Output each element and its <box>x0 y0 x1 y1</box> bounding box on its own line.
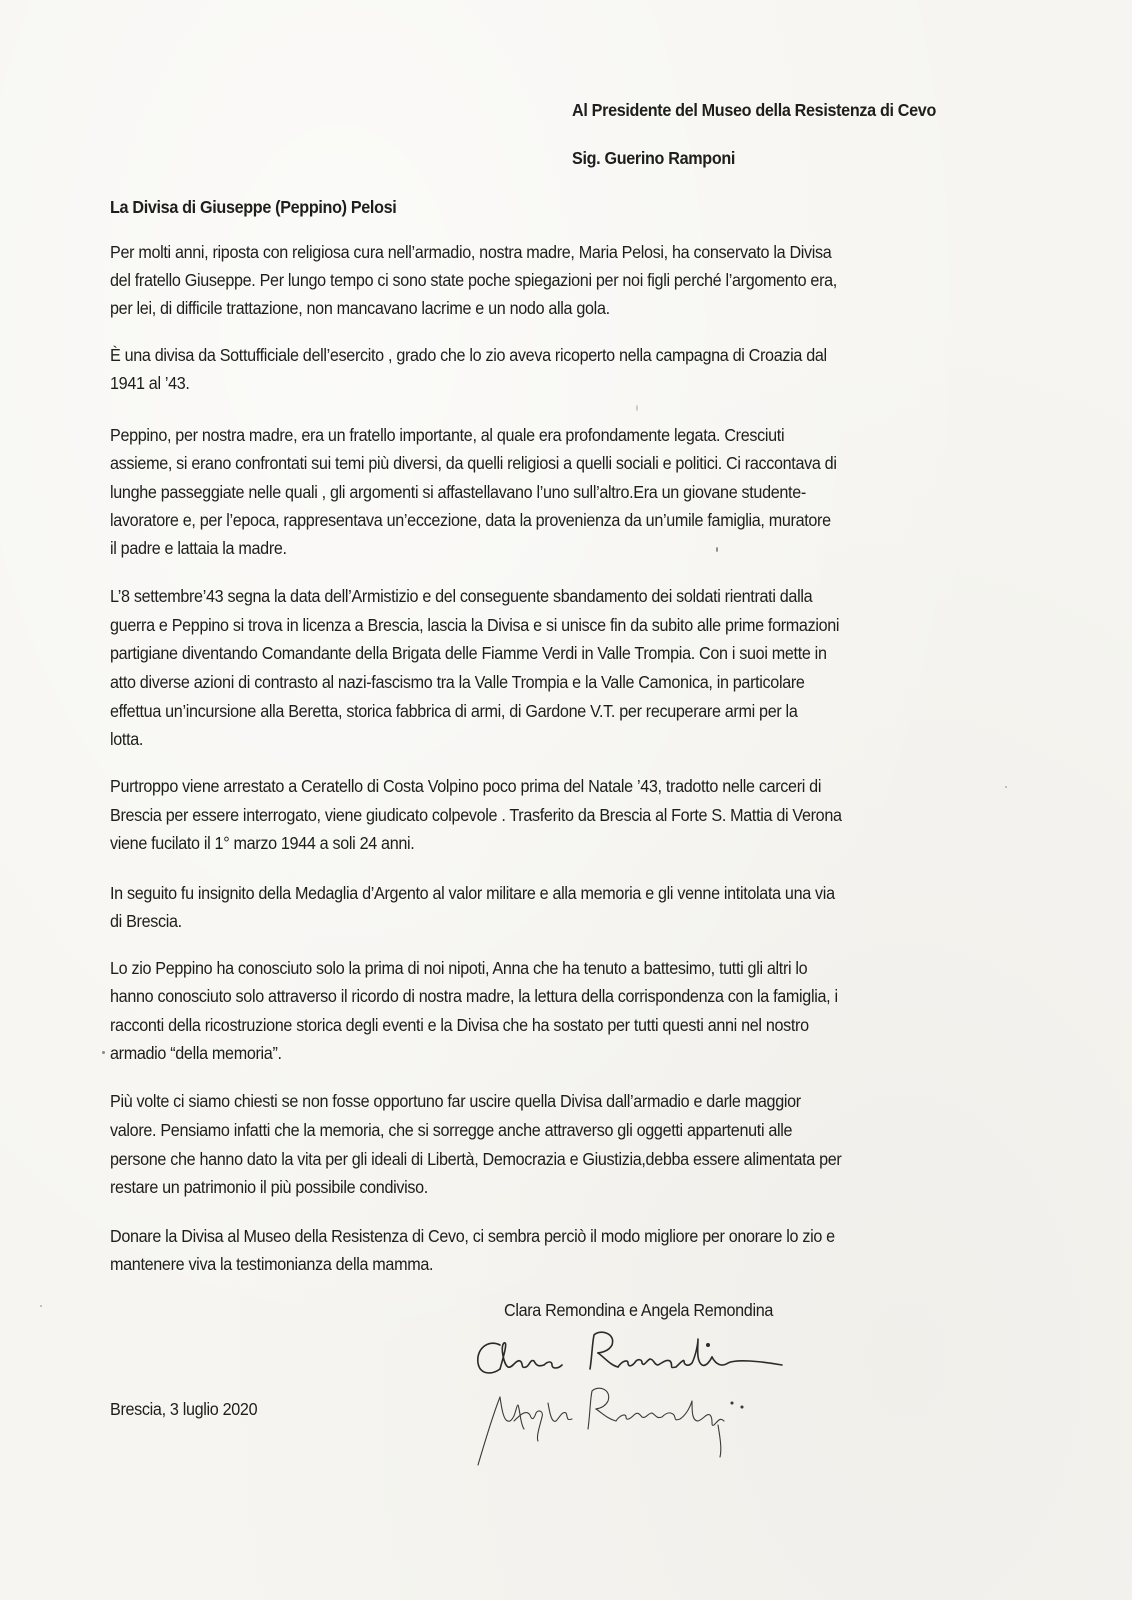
text-line: racconti della ricostruzione storica degli eventi e la Divisa che ha sostato per tutti questi anni nel nostro <box>110 1015 809 1035</box>
text-line: viene fucilato il 1° marzo 1944 a soli 24 anni. <box>110 833 415 853</box>
recipient-line-1: Al Presidente del Museo della Resistenza di Cevo <box>572 100 937 120</box>
text-line: partigiane diventando Comandante della Brigata delle Fiamme Verdi in Valle Trompia. Con i suoi mette in <box>110 643 827 663</box>
scan-speck <box>40 1305 42 1307</box>
text-line: Brescia per essere interrogato, viene giudicato colpevole . Trasferito da Brescia al Forte S. Mattia di Verona <box>110 805 842 825</box>
recipient-line-2: Sig. Guerino Ramponi <box>572 148 736 168</box>
text-line: armadio “della memoria”. <box>110 1043 282 1063</box>
signatories-names: Clara Remondina e Angela Remondina <box>504 1300 774 1320</box>
text-line: In seguito fu insignito della Medaglia d’Argento al valor militare e alla memoria e gli venne intitolata una via <box>110 883 835 903</box>
letter-title: La Divisa di Giuseppe (Peppino) Pelosi <box>110 197 397 217</box>
text-line: restare un patrimonio il più possibile condiviso. <box>110 1177 428 1197</box>
scan-speck <box>716 547 718 552</box>
text-line: mantenere viva la testimonianza della mamma. <box>110 1254 434 1274</box>
scan-speck <box>102 1051 105 1054</box>
text-line: guerra e Peppino si trova in licenza a Brescia, lascia la Divisa e si unisce fin da subito alle prime formazioni <box>110 615 840 635</box>
text-line: assieme, si erano confrontati sui temi più diversi, da quelli religiosi a quelli sociali e politici. Ci raccontava di <box>110 453 837 473</box>
text-line: lavoratore e, per l’epoca, rappresentava un’eccezione, data la provenienza da un’umile famiglia, muratore <box>110 510 831 530</box>
text-line: Lo zio Peppino ha conosciuto solo la prima di noi nipoti, Anna che ha tenuto a battesimo, tutti gli altri lo <box>110 958 808 978</box>
text-line: valore. Pensiamo infatti che la memoria, che si sorregge anche attraverso gli oggetti appartenuti alle <box>110 1120 793 1140</box>
place-date: Brescia, 3 luglio 2020 <box>110 1399 258 1419</box>
text-line: Peppino, per nostra madre, era un fratello importante, al quale era profondamente legata. Cresciuti <box>110 425 785 445</box>
text-line: atto diverse azioni di contrasto al nazi-fascismo tra la Valle Trompia e la Valle Camonica, in particolare <box>110 672 805 692</box>
text-line: 1941 al ’43. <box>110 373 190 393</box>
signature-angela <box>478 1388 743 1465</box>
scan-speck <box>636 405 638 411</box>
signature-clara <box>478 1332 782 1373</box>
scan-speck <box>1005 786 1007 788</box>
text-line: per lei, di difficile trattazione, non mancavano lacrime e un nodo alla gola. <box>110 298 610 318</box>
text-line: persone che hanno dato la vita per gli ideali di Libertà, Democrazia e Giustizia,debba essere alimentata per <box>110 1149 842 1169</box>
text-line: di Brescia. <box>110 911 182 931</box>
text-line: del fratello Giuseppe. Per lungo tempo ci sono state poche spiegazioni per noi figli perché l’argomento era, <box>110 270 837 290</box>
text-line: Purtroppo viene arrestato a Ceratello di Costa Volpino poco prima del Natale ’43, tradotto nelle carceri di <box>110 776 822 796</box>
text-line: Donare la Divisa al Museo della Resistenza di Cevo, ci sembra perciò il modo migliore per onorare lo zio e <box>110 1226 835 1246</box>
text-line: Per molti anni, riposta con religiosa cura nell’armadio, nostra madre, Maria Pelosi, ha conservato la Divisa <box>110 242 832 262</box>
text-line: hanno conosciuto solo attraverso il ricordo di nostra madre, la lettura della corrispondenza con la famiglia, i <box>110 986 838 1006</box>
text-line: lunghe passeggiate nelle quali , gli argomenti si affastellavano l’uno sull’altro.Era un giovane studente- <box>110 482 806 502</box>
text-line: effettua un’incursione alla Beretta, storica fabbrica di armi, di Gardone V.T. per recuperare armi per la <box>110 701 798 721</box>
text-line: Più volte ci siamo chiesti se non fosse opportuno far uscire quella Divisa dall’armadio e darle maggior <box>110 1091 801 1111</box>
signatures <box>470 1325 810 1475</box>
text-line: il padre e lattaia la madre. <box>110 538 287 558</box>
text-line: È una divisa da Sottufficiale dell’esercito , grado che lo zio aveva ricoperto nella campagna di Croazia dal <box>110 345 827 365</box>
text-line: lotta. <box>110 729 144 749</box>
text-line: L’8 settembre’43 segna la data dell’Armistizio e del conseguente sbandamento dei soldati rientrati dalla <box>110 586 813 606</box>
